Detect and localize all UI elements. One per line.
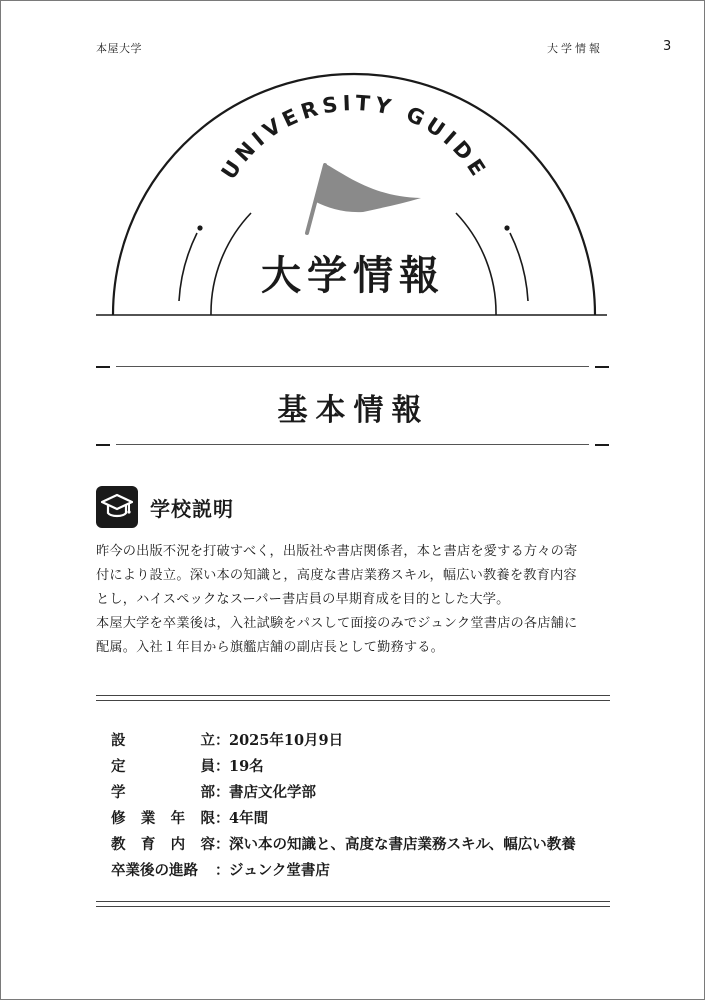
inner-arc-right-2 bbox=[456, 213, 496, 315]
description-paragraph-2 bbox=[96, 612, 616, 660]
school-description-title: 学校説明 bbox=[150, 496, 234, 521]
page-number: 3 bbox=[663, 39, 672, 54]
header-university: 本屋大学 bbox=[96, 42, 142, 55]
info-row-curriculum: 教 育 内 容 ： 深い本の知識と、高度な書店業務スキル、幅広い教養 bbox=[111, 830, 576, 856]
info-value: 2025年10月9日 bbox=[229, 731, 344, 749]
info-label: 定 員 bbox=[111, 757, 215, 775]
info-table bbox=[111, 726, 576, 882]
description-line: 昨今の出版不況を打破すべく，出版社や書店関係者，本と書店を愛する方々の寄 bbox=[96, 544, 578, 559]
info-row-founded: 設 立 ： 2025年10月9日 bbox=[111, 726, 576, 752]
info-row-study-period: 修 業 年 限 ： 4年間 bbox=[111, 804, 576, 830]
info-value: 19名 bbox=[229, 757, 264, 775]
flag-icon bbox=[307, 163, 421, 233]
inner-arc-right-1 bbox=[510, 233, 528, 301]
info-label: 学 部 bbox=[111, 783, 215, 801]
info-value: 4年間 bbox=[229, 809, 269, 827]
arc-dot-left bbox=[197, 225, 202, 230]
info-label: 教 育 内 容 bbox=[111, 835, 215, 853]
graduation-cap-icon bbox=[96, 486, 138, 528]
school-description-heading bbox=[96, 486, 234, 528]
info-value: ジュンク堂書店 bbox=[229, 861, 330, 879]
description-paragraph-1 bbox=[96, 540, 616, 612]
info-rule-bottom bbox=[96, 901, 610, 907]
header-section: 大学情報 bbox=[547, 42, 603, 55]
section-title: 基本情報 bbox=[277, 393, 430, 428]
arc-dot-right bbox=[504, 225, 509, 230]
info-label: 卒業後の進路 bbox=[111, 861, 198, 879]
school-description bbox=[96, 540, 616, 660]
info-row-faculty: 学 部 ： 書店文化学部 bbox=[111, 778, 576, 804]
emblem-title: 大学情報 bbox=[261, 253, 445, 299]
university-guide-emblem bbox=[1, 1, 705, 331]
info-rule-top bbox=[96, 695, 610, 701]
info-value: 深い本の知識と、高度な書店業務スキル、幅広い教養 bbox=[229, 835, 576, 853]
info-row-capacity: 定 員 ： 19名 bbox=[111, 752, 576, 778]
description-line: 本屋大学を卒業後は，入社試験をパスして面接のみでジュンク堂書店の各店舗に bbox=[96, 616, 578, 631]
info-value: 書店文化学部 bbox=[229, 783, 316, 801]
description-line: 配属。入社１年目から旗艦店舗の副店長として勤務する。 bbox=[96, 640, 445, 655]
info-row-career: 卒業後の進路 ： ジュンク堂書店 bbox=[111, 856, 576, 882]
inner-arc-left-2 bbox=[211, 213, 251, 315]
arc-text: UNIVERSITY GUIDE bbox=[216, 90, 493, 184]
title-rule-top bbox=[96, 362, 609, 372]
description-line: 付により設立。深い本の知識と，高度な書店業務スキル，幅広い教養を教育内容 bbox=[96, 568, 577, 583]
inner-arc-left-1 bbox=[179, 233, 197, 301]
description-line: とし，ハイスペックなスーパー書店員の早期育成を目的とした大学。 bbox=[96, 592, 510, 607]
info-label: 設 立 bbox=[111, 731, 215, 749]
title-rule-bottom bbox=[96, 440, 609, 450]
info-label: 修 業 年 限 bbox=[111, 809, 215, 827]
